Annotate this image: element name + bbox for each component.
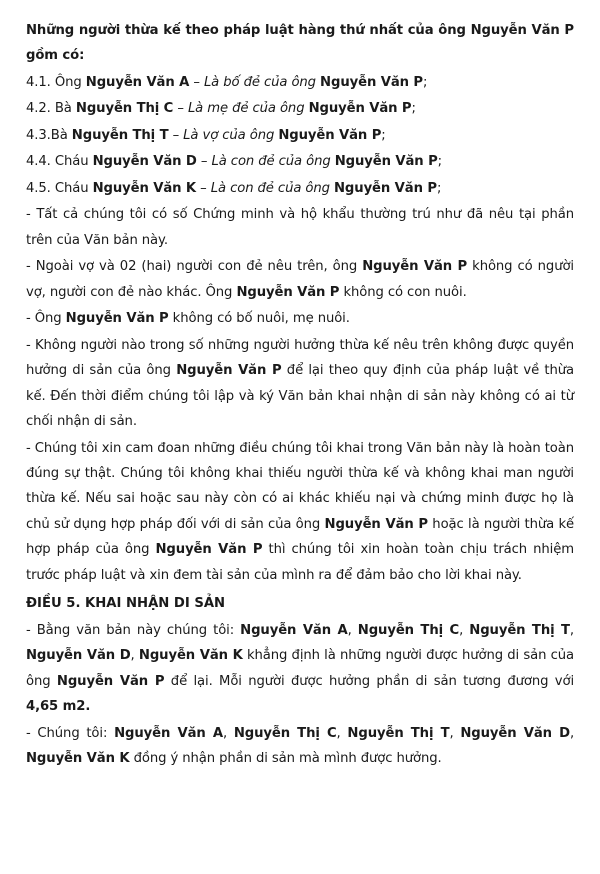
text-run: khẳng định là những người được hưởng di sản của ông (26, 648, 575, 689)
text-run: không có người vợ, người con đẻ nào khác. Ông (26, 259, 574, 300)
text-run: không có bố nuôi, mẹ nuôi. (168, 311, 350, 327)
heir-item-4-3 (26, 123, 574, 148)
text-run: thì chúng tôi xin hoàn toàn chịu trách nhiệm trước pháp luật và xin đem tài sản của mình ra để đảm bảo cho lời khai này. (26, 542, 574, 583)
text-run: ; (437, 154, 442, 170)
text-run: 4,65 m2. (26, 699, 91, 715)
text-run: ; (436, 180, 442, 196)
text-run: Nguyễn Văn P (334, 180, 437, 196)
heir-item-4-1 (26, 70, 574, 95)
text-run: ; (422, 74, 428, 90)
text-run: 4.2. Bà (26, 101, 76, 117)
paragraph-identity-documents (26, 202, 574, 253)
text-run: Nguyễn Văn P (470, 23, 574, 38)
text-run: , (222, 725, 234, 741)
text-run: – (196, 154, 212, 170)
text-run: , (569, 622, 574, 638)
text-run: - Bằng văn bản này chúng tôi: (26, 622, 241, 638)
text-run: đồng ý nhận phần di sản mà mình được hưởng. (129, 751, 442, 767)
text-run: Nguyễn Văn P (56, 673, 165, 689)
document-body (26, 18, 574, 772)
text-run: - Chúng tôi xin cam đoan những điều chúng tôi khai trong Văn bản này là hoàn toàn đúng sự thật. Chúng tôi không khai thiếu người thừa kế và không khai man người thừa kế. Nếu sai hoặc sau này còn có ai khác khiếu nại và chứng minh được họ là chủ sử dụng hợp pháp đối với di sản của ông (26, 440, 574, 532)
text-run: Nguyễn Thị T (71, 127, 169, 143)
text-run: Nguyễn Văn K (138, 648, 243, 664)
text-run: Nguyễn Văn D (26, 648, 131, 664)
text-run: – (173, 101, 188, 117)
text-run: Nguyễn Văn P (320, 74, 423, 90)
text-run: gồm có: (26, 48, 85, 64)
text-run: Nguyễn Văn K (26, 751, 130, 767)
text-run: ; (411, 101, 416, 117)
text-run: ; (381, 127, 386, 143)
text-run: – (168, 127, 184, 143)
text-run: Nguyễn Văn P (65, 311, 169, 327)
paragraph-agreement (26, 721, 574, 772)
paragraph-declaration-of-inheritance (26, 618, 574, 720)
heir-item-4-5 (26, 176, 574, 201)
text-run: Là bố đẻ của ông (203, 74, 321, 90)
heir-item-4-2 (26, 96, 574, 121)
text-run: Những người thừa kế theo pháp luật hàng thứ nhất của ông (26, 23, 471, 38)
text-run: Nguyễn Thị C (233, 725, 337, 741)
text-run: , (459, 622, 470, 638)
text-run: Nguyễn Văn P (176, 363, 282, 379)
text-run: - Tất cả chúng tôi có số Chứng minh và hộ khẩu thường trú như đã nêu tại phần trên của Văn bản này. (26, 207, 574, 248)
text-run: Nguyễn Thị T (347, 725, 450, 741)
paragraph-no-disqualified-heirs (26, 333, 574, 435)
heir-item-4-4 (26, 149, 574, 174)
text-run: – (189, 74, 204, 90)
text-run: Nguyễn Văn P (155, 542, 263, 558)
text-run: Nguyễn Văn P (362, 259, 468, 275)
text-run: , (336, 725, 348, 741)
text-run: Là vợ của ông (183, 127, 279, 143)
text-run: Nguyễn Văn D (460, 725, 570, 741)
paragraph-no-adoptive-parents (26, 306, 574, 331)
text-run: Nguyễn Văn P (308, 101, 412, 117)
text-run: – (196, 180, 211, 196)
text-run: Nguyễn Văn A (114, 725, 223, 741)
text-run: hoặc là người thừa kế hợp pháp của ông (26, 516, 574, 558)
text-run: 4.5. Cháu (26, 180, 93, 196)
text-run: Nguyễn Văn P (278, 127, 382, 143)
text-run: 4.4. Cháu (26, 154, 93, 170)
text-run: Nguyễn Văn D (92, 154, 197, 170)
text-run: Nguyễn Thị T (469, 622, 570, 638)
text-run: Nguyễn Thị C (357, 622, 460, 638)
text-run: Là con đẻ của ông (211, 154, 335, 170)
text-run: - Ông (26, 311, 66, 327)
text-run: , (569, 725, 575, 741)
text-run: - Không người nào trong số những người hưởng thừa kế nêu trên không được quyền hưởng di sản của ông (26, 337, 574, 379)
text-run: , (130, 648, 139, 664)
text-run: Nguyễn Thị C (75, 101, 174, 117)
text-run: Nguyễn Văn P (236, 284, 340, 300)
text-run: Nguyễn Văn A (85, 74, 190, 90)
text-run: Nguyễn Văn K (92, 180, 197, 196)
paragraph-no-other-children (26, 254, 574, 305)
article-5-title: ĐIỀU 5. KHAI NHẬN DI SẢN (26, 596, 226, 612)
paragraph-commitment (26, 436, 574, 589)
text-run: - Ngoài vợ và 02 (hai) người con đẻ nêu trên, ông (26, 259, 363, 275)
text-run: Nguyễn Văn A (240, 622, 348, 638)
text-run: để lại. Mỗi người được hưởng phần di sản tương đương với (164, 673, 575, 689)
text-run: Nguyễn Văn P (324, 516, 428, 532)
text-run: Là mẹ đẻ của ông (187, 101, 309, 117)
text-run: , (449, 725, 461, 741)
text-run: , (347, 622, 358, 638)
text-run: không có con nuôi. (339, 284, 467, 300)
text-run: để lại theo quy định của pháp luật về thừa kế. Đến thời điểm chúng tôi lập và ký Văn bản khai nhận di sản này không có ai từ chối nhận di sản. (26, 363, 574, 430)
text-run: - Chúng tôi: (26, 725, 115, 741)
text-run: 4.1. Ông (26, 74, 86, 90)
text-run: Nguyễn Văn P (334, 154, 438, 170)
heirs-heading-paragraph (26, 18, 574, 69)
text-run: 4.3.Bà (26, 127, 72, 143)
text-run: Là con đẻ của ông (210, 180, 334, 196)
